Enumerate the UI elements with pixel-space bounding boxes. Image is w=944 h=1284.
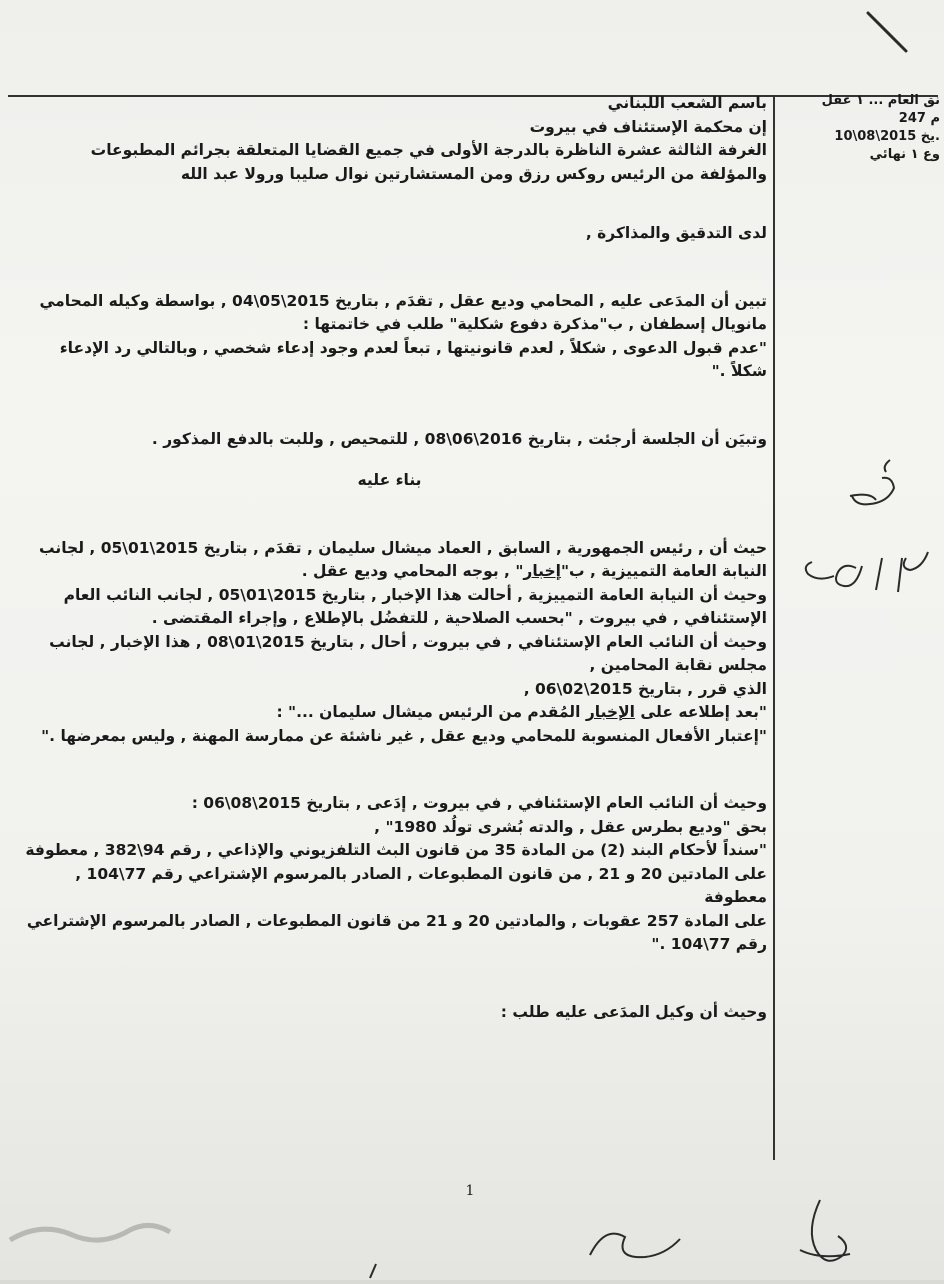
signature-mark	[580, 1215, 690, 1279]
text-line: الذي قرر , بتاريخ 2015\02\06 ,	[523, 679, 767, 698]
text-line: تبين أن المدَعى عليه , المحامي وديع عقل , تقدَم , بتاريخ 2015\05\04 , بواسطة وكيله المحامي	[39, 291, 767, 310]
text-line: وحيث أن وكيل المدَعى عليه طلب :	[500, 1002, 767, 1021]
signature-mark	[360, 1260, 400, 1284]
text-line	[12, 560, 767, 584]
page-number: 1	[465, 1183, 475, 1199]
text-line: على المادة 257 عقوبات , والمادتين 20 و 21 من قانون المطبوعات , الصادر بالمرسوم الإشتراعي	[26, 911, 767, 930]
text-line: وحيث أن النيابة العامة التمييزية , أحالت هذا الإخبار , بتاريخ 2015\01\05 , لجانب النائب العام	[63, 585, 767, 604]
corner-pen-mark	[860, 5, 920, 69]
case-ref-line: م 247	[898, 111, 940, 126]
text-fragment: "بعد إطلاعه على	[634, 703, 767, 721]
text-line: شكلاً ."	[711, 362, 767, 380]
text-line	[12, 701, 767, 725]
text-line: مانويال إسطفان , ب"مذكرة دفوع شكلية" طلب في خاتمتها :	[302, 315, 767, 333]
text-fragment: النيابة العامة التمييزية , ب"	[560, 562, 767, 580]
text-line: على المادتين 20 و 21 , من قانون المطبوعات , الصادر بالمرسوم الإشتراعي رقم 77\104 , معطوفة	[75, 864, 767, 906]
text-line: رقم 77\104 ."	[651, 935, 767, 953]
text-line: وتبيَن أن الجلسة أرجئت , بتاريخ 2016\06\08 , للتمحيص , وللبت بالدفع المذكور .	[151, 429, 767, 448]
text-line: مجلس نقابة المحامين ,	[589, 656, 767, 674]
text-line: حيث أن , رئيس الجمهورية , السابق , العماد ميشال سليمان , تقدَم , بتاريخ 2015\01\05 , لجانب	[38, 538, 767, 557]
header-line: والمؤلفة من الرئيس روكس رزق ومن المستشارتين نوال صليبا ورولا عبد الله	[180, 164, 767, 183]
text-line: الإستئنافي , في بيروت , "بحسب الصلاحية , للتفضُل بالإطلاع , وإجراء المقتضى .	[151, 609, 767, 627]
text-fragment: " , بوجه المحامي وديع عقل .	[301, 562, 524, 580]
text-line: وحيث أن النائب العام الإستئنافي , في بيروت , إدَعى , بتاريخ 2015\08\06 :	[191, 794, 767, 812]
underlined-term: إخبار	[523, 562, 561, 580]
signature-mark	[780, 1190, 880, 1279]
handwritten-annotation	[790, 440, 940, 610]
section-heading: بناء عليه	[357, 471, 422, 489]
text-line: "عدم قبول الدعوى , شكلاً , لعدم قانونيتها , تبعاً لعدم وجود إدعاء شخصي , وبالتالي رد الإدعاء	[59, 338, 767, 357]
text-line: "إعتبار الأفعال المنسوبة للمحامي وديع عقل , غير ناشئة عن ممارسة المهنة , وليس بمعرضها ."	[41, 726, 767, 745]
text-line: وحيث أن النائب العام الإستئنافي , في بيروت , أحال , بتاريخ 2015\01\08 , هذا الإخبار , لجانب	[49, 632, 767, 651]
text-line: بحق "وديع بطرس عقل , والدته بُشرى تولُد 1980" ,	[374, 817, 767, 836]
text-line: "سنداً لأحكام البند (2) من المادة 35 من قانون البث التلفزيوني والإذاعي , رقم 94\382 , معطوفة	[25, 841, 767, 859]
case-ref-line: نق العام ... ١ عقل	[821, 93, 940, 108]
case-ref-line: .يخ 2015\08\10	[834, 129, 940, 144]
text-line: لدى التدقيق والمذاكرة ,	[585, 224, 767, 242]
underlined-term: الإخبار	[585, 703, 635, 721]
text-fragment: المُقدم من الرئيس ميشال سليمان ..." :	[276, 703, 586, 721]
header-line: إن محكمة الإستئناف في بيروت	[529, 117, 767, 136]
header-line: باسم الشعب اللبناني	[607, 94, 767, 112]
margin-rule	[773, 95, 775, 1160]
case-ref-line: وع ١ نهائي	[869, 147, 940, 162]
case-reference-block	[780, 92, 940, 164]
header-line: الغرفة الثالثة عشرة الناظرة بالدرجة الأولى في جميع القضايا المتعلقة بجرائم المطبوعات	[90, 141, 767, 159]
faded-stamp	[0, 1205, 180, 1269]
judgment-text	[12, 92, 767, 1024]
